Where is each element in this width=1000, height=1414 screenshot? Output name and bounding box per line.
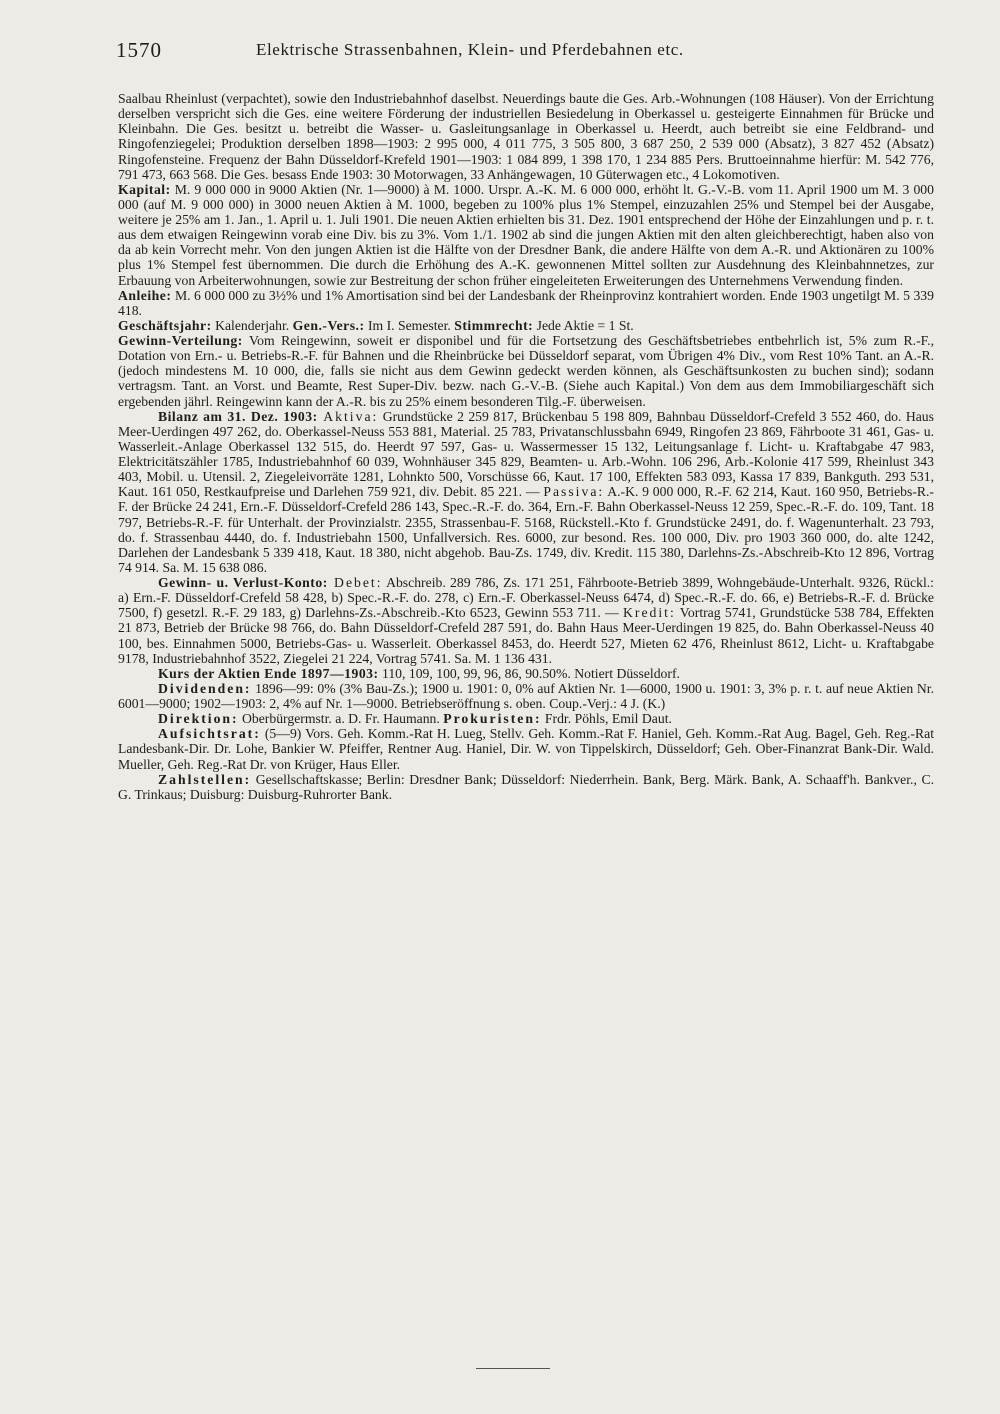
aktiva-label: Aktiva: [317, 408, 379, 424]
running-head: Elektrische Strassenbahnen, Klein- und Pferdebahnen etc. [256, 40, 684, 59]
section-label: Anleihe: [118, 287, 172, 303]
section-label: Kapital: [118, 181, 171, 197]
section-label: Bilanz am 31. Dez. 1903: [158, 408, 318, 424]
section-gewinn-verteilung [118, 333, 934, 409]
article-body [118, 91, 934, 802]
passiva-label: Passiva: [543, 484, 605, 500]
section-text: Abschreib. 289 786, Zs. 171 251, Fährboote-Betrieb 3899, Wohngebäude-Unterhalt. 9326, Rückl.: a) Ern.-F. Düsseldorf-Crefeld 58 428, b) Spec.-R.-F. do. 278, c) Ern.-F. Oberkassel-Neuss 6474, d) Spec.-R.-F. do. 66, e) Betriebs-R.-F. d. Brücke 7500, f) gesetzl. R.-F. 29 183, g) Darlehns-Zs.-Abschreib.-Kto 6523, Gewinn 553 711. — [118, 575, 934, 621]
page-number: 1570 [116, 38, 162, 62]
kredit-label: Kredit: [623, 605, 676, 621]
section-text: Im I. Semester. [364, 317, 455, 333]
section-text: Vortrag 5741, Grundstücke 538 784, Effekten 21 873, Betrieb der Brücke 98 766, do. Bahn Düsseldorf-Crefeld 287 591, do. Bahn Haus Meer-Uerdingen 19 825, do. Bahn Oberkassel-Neuss 40 100, bes. Einnahmen 5000, Betriebs-Gas- u. Wasserleit. Oberkassel 8453, do. Heerdt 527, Mieten 62 476, Rheinlust 8612, Licht- u. Kraftabgabe 9178, Industriebahnhof 3522, Ziegelei 21 224, Vortrag 5741. Sa. M. 1 136 431. [118, 605, 934, 666]
section-bilanz [118, 409, 934, 575]
section-label: Gewinn-Verteilung: [118, 333, 243, 348]
section-kurs [118, 666, 934, 681]
debet-label: Debet: [327, 575, 383, 590]
section-text: M. 6 000 000 zu 3½% und 1% Amortisation sind bei der Landesbank der Rheinprovinz kontrahiert worden. Ende 1903 ungetilgt M. 5 339 418. [118, 287, 934, 318]
section-label: Zahlstellen: [158, 771, 252, 787]
section-zahlstellen [118, 772, 934, 802]
section-gewinn-verlust-konto [118, 575, 934, 666]
section-kapital [118, 182, 934, 288]
section-direktion [118, 711, 934, 726]
section-label: Gewinn- u. Verlust-Konto: [158, 575, 328, 590]
section-geschaeftsjahr [118, 318, 934, 333]
section-text: A.-K. 9 000 000, R.-F. 62 214, Kaut. 160 950, Betriebs-R.-F. der Brücke 24 241, Ern.-F. Düsseldorf-Crefeld 286 143, Spec.-R.-F. do. 364, Ern.-F. Bahn Oberkassel-Neuss 12 259, Spec.-R.-F. do. 109, Tant. 18 797, Betriebs-R.-F. für Unterhalt. der Provinzialstr. 2355, Strassenbau-F. 5168, Rückstell.-Kto f. Grundstücke 2491, do. f. Wagenunterhalt. 23 793, do. f. Strassenbau 4440, do. f. Industriebahn 1500, Unfallversich. Res. 6000, zur besond. Res. 100 000, Div. pro 1903 360 000, do. alte 1242, Darlehen der Landesbank 5 339 418, Kaut. 18 380, nicht abgehob. Bau-Zs. 1749, div. Kredit. 115 380, Darlehns-Zs.-Abschreib-Kto 12 896, Vortrag 74 914. Sa. M. 15 638 086. [118, 484, 934, 575]
section-text: M. 9 000 000 in 9000 Aktien (Nr. 1—9000) à M. 1000. Urspr. A.-K. M. 6 000 000, erhöht lt. G.-V.-B. vom 11. April 1900 um M. 3 000 000 (auf M. 9 000 000) in 3000 neuen Aktien à M. 1000, begeben zu 100% plus 1% Stempel, einzuzahlen 25% und Stempel bei der Ausgabe, weitere je 25% am 1. Jan., 1. April u. 1. Juli 1901. Die neuen Aktien erhielten bis 31. Dez. 1901 entsprechend der Höhe der Einzahlungen und p. r. t. aus dem etwaigen Reingewinn vorab eine Div. bis zu 3%. Vom 1./1. 1902 ab sind die jungen Aktien mit den alten gleichberechtigt, haben also von da ab kein Vorrecht mehr. Von den jungen Aktien ist die Hälfte von der Dresdner Bank, die andere Hälfte von dem A.-R. und Aktionären zu 100% plus 1% Stempel fest übernommen. Die durch die Erhöhung des A.-K. gewonnenen Mittel sollten zur Ausdehnung des Kleinbahnnetzes, zur Erbauung von Arbeiterwohnungen, sowie zur Bestreitung der schon früher eingeleiteten Erweiterungen des Unternehmens Verwendung finden. [118, 181, 934, 288]
section-text: Grundstücke 2 259 817, Brückenbau 5 198 809, Bahnbau Düsseldorf-Crefeld 3 552 460, do. Haus Meer-Uerdingen 497 262, do. Oberkassel-Neuss 553 881, Material. 25 783, Privatanschlussbahn 6949, Ringofen 23 869, Fährboote 31 461, Gas- u. Wasserleit.-Anlage Oberkassel 132 515, do. Heerdt 97 597, Gas- u. Wassermesser 15 132, Leitungsanlage f. Licht- u. Kraftabgabe 47 983, Elektricitätszähler 1785, Industriebahnhof 60 039, Wohnhäuser 345 829, Beamten- u. Arb.-Wohn. 106 296, Arb.-Kolonie 417 599, Rheinlust 343 403, Mobil. u. Utensil. 2, Ziegeleivorräte 1281, Lohnkto 500, Vorschüsse 66, Kaut. 17 100, Effekten 583 093, Kassa 17 839, Bankguth. 293 531, Kaut. 161 050, Restkaufpreise und Darlehen 759 921, div. Debit. 85 221. — [118, 408, 934, 500]
section-label: Direktion: [158, 711, 239, 727]
section-text: Vom Reingewinn, soweit er disponibel und für die Fortsetzung des Geschäftsbetriebes entbehrlich ist, 5% zum R.-F., Dotation von Ern.- u. Betriebs-R.-F. für Bahnen und die Rheinbrücke bei Düsseldorf separat, vom Übrigen 4% Div., vom Rest 10% Tant. an A.-R. (jedoch mindestens M. 10 000, die, falls sie nicht aus dem Gewinn gedeckt werden können, als Geschäftsunkosten zu buchen sind); sodann vertragsm. Tant. an Vorst. und Beamte, Rest Super-Div. bezw. nach G.-V.-B. (Siehe auch Kapital.) Von dem aus dem Immobiliargeschäft sich ergebenden jährl. Reingewinn kann der A.-R. bis zu 25% einem besonderen Tilg.-F. überweisen. [118, 333, 934, 409]
section-text: Jede Aktie = 1 St. [533, 317, 634, 333]
section-label: Stimmrecht: [454, 317, 534, 333]
section-label: Gen.-Vers.: [292, 317, 365, 333]
section-anleihe [118, 288, 934, 318]
section-text: (5—9) Vors. Geh. Komm.-Rat H. Lueg, Stellv. Geh. Komm.-Rat F. Haniel, Geh. Komm.-Rat Aug. Bagel, Geh. Reg.-Rat Landesbank-Dir. Dr. Lohe, Bankier W. Pfeiffer, Rentner Aug. Haniel, Dir. W. von Tippelskirch, Düsseldorf; Geh. Ober-Finanzrat Bank-Dir. Wald. Mueller, Geh. Reg.-Rat Dr. von Krüger, Haus Eller. [118, 726, 934, 772]
footer-rule [476, 1368, 550, 1369]
section-label: Geschäftsjahr: [118, 317, 212, 333]
section-label: Kurs der Aktien Ende 1897—1903: [158, 665, 379, 681]
section-text: Oberbürgermstr. a. D. Fr. Haumann. [238, 711, 444, 727]
section-label: Dividenden: [158, 680, 252, 696]
section-text: Kalenderjahr. [211, 317, 293, 333]
section-text: 110, 109, 100, 99, 96, 86, 90.50%. Notiert Düsseldorf. [378, 665, 680, 681]
section-text: Frdr. Pöhls, Emil Daut. [541, 711, 672, 727]
section-aufsichtsrat [118, 726, 934, 771]
section-label: Aufsichtsrat: [158, 726, 261, 742]
section-label: Prokuristen: [443, 711, 542, 727]
intro-paragraph: Saalbau Rheinlust (verpachtet), sowie den Industriebahnhof daselbst. Neuerdings baute die Ges. Arb.-Wohnungen (108 Häuser). Von der Errichtung derselben verspricht sich die Ges. eine weitere Förderung der industriellen Besiedelung in Oberkassel u. gesteigerte Einnahmen für Brücke und Kleinbahn. Die Ges. besitzt u. betreibt die Wasser- u. Gasleitungsanlage in Oberkassel u. Heerdt, auch betreibt sie eine Feldbrand- und Ringofenziegelei; Produktion derselben 1898—1903: 2 995 000, 4 011 775, 3 505 800, 3 687 250, 2 539 000 (Absatz), 3 827 452 (Absatz) Ringofensteine. Frequenz der Bahn Düsseldorf-Krefeld 1901—1903: 1 084 899, 1 398 170, 1 234 885 Pers. Bruttoeinnahme hierfür: M. 542 776, 791 473, 663 568. Die Ges. besass Ende 1903: 30 Motorwagen, 33 Anhängewagen, 10 Güterwagen etc., 4 Lokomotiven. [118, 91, 934, 182]
section-dividenden [118, 681, 934, 711]
page-header [116, 38, 936, 68]
section-text: 1896—99: 0% (3% Bau-Zs.); 1900 u. 1901: 0, 0% auf Aktien Nr. 1—6000, 1900 u. 1901: 3, 3% p. r. t. auf neue Aktien Nr. 6001—9000; 1902—1903: 2, 4% auf Nr. 1—9000. Betriebseröffnung s. oben. Coup.-Verj.: 4 J. (K.) [118, 680, 934, 711]
section-text: Gesellschaftskasse; Berlin: Dresdner Bank; Düsseldorf: Niederrhein. Bank, Berg. Märk. Bank, A. Schaaff'h. Bankver., C. G. Trinkaus; Duisburg: Duisburg-Ruhrorter Bank. [118, 771, 934, 802]
